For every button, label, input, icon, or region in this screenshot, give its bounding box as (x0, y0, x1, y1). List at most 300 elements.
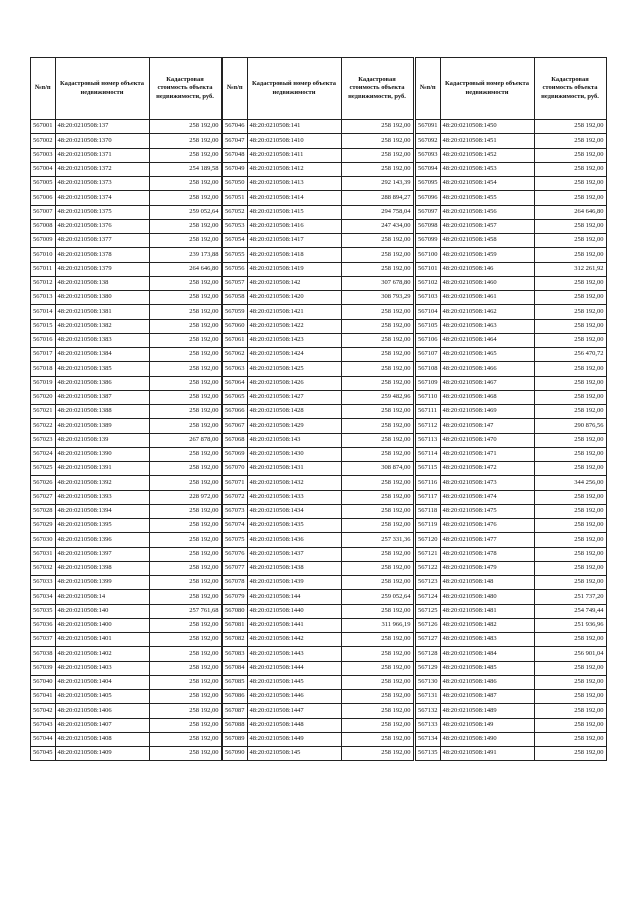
cadastral-number: 48:20:0210508:1482 (440, 618, 534, 632)
cadastral-number: 48:20:0210508:1461 (440, 291, 534, 305)
header-cadastral: Кадастровый номер объекта недвижимости (440, 58, 534, 120)
row-number: 567004 (31, 162, 56, 176)
cadastral-value: 258 192,00 (534, 319, 606, 333)
cadastral-number: 48:20:0210508:1425 (247, 362, 341, 376)
cadastral-value: 258 192,00 (341, 747, 413, 761)
table-row (223, 447, 414, 461)
cadastral-number: 48:20:0210508:1444 (247, 661, 341, 675)
cadastral-value: 258 192,00 (149, 618, 221, 632)
cadastral-value: 258 192,00 (341, 348, 413, 362)
cadastral-number: 48:20:0210508:1432 (247, 476, 341, 490)
cadastral-value: 308 874,00 (341, 462, 413, 476)
table-row (416, 661, 607, 675)
cadastral-number: 48:20:0210508:1443 (247, 647, 341, 661)
row-number: 567058 (223, 291, 248, 305)
row-number: 567121 (416, 547, 441, 561)
table-row (31, 661, 222, 675)
cadastral-number: 48:20:0210508:1475 (440, 504, 534, 518)
cadastral-number: 48:20:0210508:149 (440, 718, 534, 732)
cadastral-table-1 (30, 57, 222, 761)
cadastral-number: 48:20:0210508:1440 (247, 604, 341, 618)
row-number: 567102 (416, 276, 441, 290)
row-number: 567011 (31, 262, 56, 276)
row-number: 567044 (31, 732, 56, 746)
table-row (223, 248, 414, 262)
cadastral-value: 258 192,00 (149, 319, 221, 333)
row-number: 567008 (31, 219, 56, 233)
cadastral-value: 258 192,00 (341, 447, 413, 461)
cadastral-number: 48:20:0210508:1433 (247, 490, 341, 504)
cadastral-number: 48:20:0210508:1437 (247, 547, 341, 561)
row-number: 567003 (31, 148, 56, 162)
cadastral-number: 48:20:0210508:1383 (55, 333, 149, 347)
row-number: 567013 (31, 291, 56, 305)
row-number: 567074 (223, 519, 248, 533)
table-row (31, 191, 222, 205)
cadastral-value: 258 192,00 (149, 419, 221, 433)
row-number: 567108 (416, 362, 441, 376)
cadastral-number: 48:20:0210508:1380 (55, 291, 149, 305)
cadastral-number: 48:20:0210508:1466 (440, 362, 534, 376)
table-row (223, 704, 414, 718)
table-header-row (223, 58, 414, 120)
table-row (223, 547, 414, 561)
cadastral-number: 48:20:0210508:1382 (55, 319, 149, 333)
header-cadastral: Кадастровый номер объекта недвижимости (247, 58, 341, 120)
cadastral-number: 48:20:0210508:1446 (247, 690, 341, 704)
cadastral-number: 48:20:0210508:1457 (440, 219, 534, 233)
cadastral-number: 48:20:0210508:1424 (247, 348, 341, 362)
table-row (31, 405, 222, 419)
table-row (31, 120, 222, 134)
cadastral-value: 258 192,00 (534, 533, 606, 547)
table-row (416, 647, 607, 661)
table-row (223, 305, 414, 319)
row-number: 567115 (416, 462, 441, 476)
row-number: 567006 (31, 191, 56, 205)
cadastral-number: 48:20:0210508:1396 (55, 533, 149, 547)
cadastral-value: 259 482,96 (341, 390, 413, 404)
table-row (223, 234, 414, 248)
cadastral-number: 48:20:0210508:1391 (55, 462, 149, 476)
row-number: 567113 (416, 433, 441, 447)
cadastral-number: 48:20:0210508:1410 (247, 134, 341, 148)
table-row (223, 533, 414, 547)
row-number: 567111 (416, 405, 441, 419)
table-row (223, 618, 414, 632)
row-number: 567061 (223, 333, 248, 347)
row-number: 567073 (223, 504, 248, 518)
row-number: 567077 (223, 561, 248, 575)
cadastral-value: 258 192,00 (149, 447, 221, 461)
table-row (223, 162, 414, 176)
table-row (416, 262, 607, 276)
cadastral-number: 48:20:0210508:1480 (440, 590, 534, 604)
table-row (31, 519, 222, 533)
table-row (223, 747, 414, 761)
cadastral-value: 258 192,00 (149, 732, 221, 746)
cadastral-number: 48:20:0210508:1422 (247, 319, 341, 333)
row-number: 567066 (223, 405, 248, 419)
cadastral-value: 258 192,00 (534, 504, 606, 518)
table-row (223, 433, 414, 447)
cadastral-number: 48:20:0210508:1474 (440, 490, 534, 504)
cadastral-value: 251 936,96 (534, 618, 606, 632)
cadastral-value: 258 192,00 (341, 362, 413, 376)
cadastral-number: 48:20:0210508:1402 (55, 647, 149, 661)
cadastral-value: 258 192,00 (341, 690, 413, 704)
row-number: 567134 (416, 732, 441, 746)
table-body (416, 120, 607, 761)
row-number: 567092 (416, 134, 441, 148)
row-number: 567049 (223, 162, 248, 176)
cadastral-value: 258 192,00 (534, 405, 606, 419)
row-number: 567038 (31, 647, 56, 661)
cadastral-value: 258 192,00 (534, 390, 606, 404)
cadastral-value: 258 192,00 (534, 561, 606, 575)
cadastral-number: 48:20:0210508:144 (247, 590, 341, 604)
table-row (223, 348, 414, 362)
cadastral-value: 258 192,00 (149, 191, 221, 205)
row-number: 567057 (223, 276, 248, 290)
cadastral-number: 48:20:0210508:1386 (55, 376, 149, 390)
table-row (223, 590, 414, 604)
table-row (416, 291, 607, 305)
row-number: 567035 (31, 604, 56, 618)
cadastral-number: 48:20:0210508:1473 (440, 476, 534, 490)
row-number: 567089 (223, 732, 248, 746)
cadastral-number: 48:20:0210508:1483 (440, 633, 534, 647)
cadastral-number: 48:20:0210508:1388 (55, 405, 149, 419)
table-row (31, 276, 222, 290)
cadastral-number: 48:20:0210508:1387 (55, 390, 149, 404)
row-number: 567114 (416, 447, 441, 461)
table-row (223, 647, 414, 661)
row-number: 567131 (416, 690, 441, 704)
row-number: 567079 (223, 590, 248, 604)
row-number: 567133 (416, 718, 441, 732)
row-number: 567063 (223, 362, 248, 376)
cadastral-number: 48:20:0210508:1418 (247, 248, 341, 262)
cadastral-number: 48:20:0210508:1476 (440, 519, 534, 533)
row-number: 567050 (223, 177, 248, 191)
cadastral-value: 258 192,00 (341, 419, 413, 433)
table-row (223, 576, 414, 590)
cadastral-value: 258 192,00 (149, 519, 221, 533)
cadastral-number: 48:20:0210508:1441 (247, 618, 341, 632)
table-row (416, 718, 607, 732)
row-number: 567091 (416, 120, 441, 134)
row-number: 567076 (223, 547, 248, 561)
row-number: 567031 (31, 547, 56, 561)
cadastral-value: 258 192,00 (149, 134, 221, 148)
table-row (416, 134, 607, 148)
table-row (416, 319, 607, 333)
table-row (223, 462, 414, 476)
table-row (416, 376, 607, 390)
cadastral-value: 344 256,00 (534, 476, 606, 490)
table-row (223, 319, 414, 333)
cadastral-number: 48:20:0210508:1407 (55, 718, 149, 732)
cadastral-number: 48:20:0210508:1417 (247, 234, 341, 248)
table-row (223, 690, 414, 704)
table-row (223, 561, 414, 575)
cadastral-number: 48:20:0210508:1423 (247, 333, 341, 347)
row-number: 567045 (31, 747, 56, 761)
row-number: 567042 (31, 704, 56, 718)
table-row (223, 205, 414, 219)
cadastral-number: 48:20:0210508:1484 (440, 647, 534, 661)
row-number: 567064 (223, 376, 248, 390)
row-number: 567097 (416, 205, 441, 219)
cadastral-value: 258 192,00 (534, 704, 606, 718)
row-number: 567084 (223, 661, 248, 675)
row-number: 567043 (31, 718, 56, 732)
cadastral-number: 48:20:0210508:1399 (55, 576, 149, 590)
cadastral-number: 48:20:0210508:1469 (440, 405, 534, 419)
cadastral-table-3 (415, 57, 607, 761)
cadastral-number: 48:20:0210508:1389 (55, 419, 149, 433)
cadastral-value: 228 972,00 (149, 490, 221, 504)
table-row (31, 262, 222, 276)
row-number: 567046 (223, 120, 248, 134)
cadastral-number: 48:20:0210508:1372 (55, 162, 149, 176)
row-number: 567132 (416, 704, 441, 718)
cadastral-value: 258 192,00 (149, 590, 221, 604)
cadastral-value: 258 192,00 (534, 490, 606, 504)
cadastral-number: 48:20:0210508:1487 (440, 690, 534, 704)
cadastral-number: 48:20:0210508:1394 (55, 504, 149, 518)
cadastral-number: 48:20:0210508:1379 (55, 262, 149, 276)
cadastral-number: 48:20:0210508:1454 (440, 177, 534, 191)
row-number: 567036 (31, 618, 56, 632)
table-row (223, 675, 414, 689)
table-row (416, 177, 607, 191)
row-number: 567029 (31, 519, 56, 533)
cadastral-value: 258 192,00 (149, 533, 221, 547)
table-row (31, 291, 222, 305)
cadastral-number: 48:20:0210508:1400 (55, 618, 149, 632)
cadastral-value: 258 192,00 (341, 162, 413, 176)
table-row (416, 462, 607, 476)
cadastral-value: 258 192,00 (341, 490, 413, 504)
cadastral-number: 48:20:0210508:1478 (440, 547, 534, 561)
row-number: 567072 (223, 490, 248, 504)
cadastral-value: 258 192,00 (341, 576, 413, 590)
row-number: 567016 (31, 333, 56, 347)
cadastral-value: 258 192,00 (341, 305, 413, 319)
cadastral-value: 258 192,00 (341, 704, 413, 718)
cadastral-number: 48:20:0210508:1470 (440, 433, 534, 447)
cadastral-number: 48:20:0210508:1436 (247, 533, 341, 547)
table-row (223, 633, 414, 647)
table-row (416, 191, 607, 205)
cadastral-value: 258 192,00 (341, 661, 413, 675)
row-number: 567109 (416, 376, 441, 390)
cadastral-number: 48:20:0210508:142 (247, 276, 341, 290)
table-row (416, 248, 607, 262)
row-number: 567120 (416, 533, 441, 547)
row-number: 567040 (31, 675, 56, 689)
row-number: 567055 (223, 248, 248, 262)
row-number: 567116 (416, 476, 441, 490)
table-row (31, 433, 222, 447)
row-number: 567027 (31, 490, 56, 504)
table-row (31, 376, 222, 390)
cadastral-value: 312 261,92 (534, 262, 606, 276)
cadastral-value: 258 192,00 (149, 504, 221, 518)
cadastral-value: 258 192,00 (149, 177, 221, 191)
cadastral-value: 258 192,00 (149, 547, 221, 561)
cadastral-value: 258 192,00 (149, 348, 221, 362)
cadastral-number: 48:20:0210508:1426 (247, 376, 341, 390)
row-number: 567129 (416, 661, 441, 675)
row-number: 567094 (416, 162, 441, 176)
cadastral-value: 258 192,00 (341, 248, 413, 262)
cadastral-value: 258 192,00 (534, 362, 606, 376)
table-row (416, 333, 607, 347)
row-number: 567037 (31, 633, 56, 647)
cadastral-value: 258 192,00 (149, 333, 221, 347)
table-row (223, 191, 414, 205)
table-row (223, 604, 414, 618)
cadastral-value: 256 901,04 (534, 647, 606, 661)
table-header-row (416, 58, 607, 120)
table-row (31, 504, 222, 518)
row-number: 567127 (416, 633, 441, 647)
cadastral-number: 48:20:0210508:1438 (247, 561, 341, 575)
table-row (31, 162, 222, 176)
cadastral-number: 48:20:0210508:1462 (440, 305, 534, 319)
cadastral-value: 258 192,00 (341, 234, 413, 248)
cadastral-number: 48:20:0210508:1392 (55, 476, 149, 490)
table-row (31, 718, 222, 732)
row-number: 567112 (416, 419, 441, 433)
row-number: 567123 (416, 576, 441, 590)
cadastral-value: 258 192,00 (341, 633, 413, 647)
table-body (223, 120, 414, 761)
cadastral-number: 48:20:0210508:1456 (440, 205, 534, 219)
cadastral-number: 48:20:0210508:1451 (440, 134, 534, 148)
table-row (416, 476, 607, 490)
table-row (31, 248, 222, 262)
table-row (223, 177, 414, 191)
row-number: 567086 (223, 690, 248, 704)
table-row (416, 747, 607, 761)
table-row (31, 561, 222, 575)
cadastral-number: 48:20:0210508:1374 (55, 191, 149, 205)
table-row (416, 120, 607, 134)
row-number: 567105 (416, 319, 441, 333)
cadastral-number: 48:20:0210508:1439 (247, 576, 341, 590)
cadastral-number: 48:20:0210508:1467 (440, 376, 534, 390)
header-num: №п/п (31, 58, 56, 120)
cadastral-number: 48:20:0210508:1486 (440, 675, 534, 689)
cadastral-value: 258 192,00 (341, 647, 413, 661)
cadastral-number: 48:20:0210508:1398 (55, 561, 149, 575)
row-number: 567096 (416, 191, 441, 205)
cadastral-number: 48:20:0210508:1414 (247, 191, 341, 205)
table-row (223, 490, 414, 504)
row-number: 567071 (223, 476, 248, 490)
row-number: 567032 (31, 561, 56, 575)
cadastral-value: 258 192,00 (149, 405, 221, 419)
cadastral-number: 48:20:0210508:1468 (440, 390, 534, 404)
cadastral-number: 48:20:0210508:145 (247, 747, 341, 761)
table-row (31, 419, 222, 433)
cadastral-value: 258 192,00 (149, 633, 221, 647)
cadastral-number: 48:20:0210508:1412 (247, 162, 341, 176)
table-row (416, 276, 607, 290)
cadastral-number: 48:20:0210508:1401 (55, 633, 149, 647)
cadastral-value: 258 192,00 (149, 675, 221, 689)
cadastral-value: 258 192,00 (149, 476, 221, 490)
table-row (416, 205, 607, 219)
cadastral-number: 48:20:0210508:1409 (55, 747, 149, 761)
row-number: 567095 (416, 177, 441, 191)
cadastral-number: 48:20:0210508:1481 (440, 604, 534, 618)
row-number: 567019 (31, 376, 56, 390)
cadastral-number: 48:20:0210508:1434 (247, 504, 341, 518)
table-row (31, 234, 222, 248)
cadastral-number: 48:20:0210508:1428 (247, 405, 341, 419)
row-number: 567110 (416, 390, 441, 404)
header-value: Кадастровая стоимость объекта недвижимости, руб. (149, 58, 221, 120)
cadastral-number: 48:20:0210508:1397 (55, 547, 149, 561)
table-row (31, 362, 222, 376)
cadastral-value: 258 192,00 (149, 561, 221, 575)
table-row (31, 604, 222, 618)
cadastral-value: 258 192,00 (341, 134, 413, 148)
row-number: 567012 (31, 276, 56, 290)
cadastral-value: 258 192,00 (149, 462, 221, 476)
cadastral-value: 258 192,00 (341, 148, 413, 162)
table-row (31, 177, 222, 191)
table-row (416, 732, 607, 746)
cadastral-value: 258 192,00 (341, 504, 413, 518)
table-header-row (31, 58, 222, 120)
cadastral-value: 264 646,80 (149, 262, 221, 276)
row-number: 567093 (416, 148, 441, 162)
cadastral-number: 48:20:0210508:139 (55, 433, 149, 447)
row-number: 567078 (223, 576, 248, 590)
row-number: 567126 (416, 618, 441, 632)
row-number: 567028 (31, 504, 56, 518)
row-number: 567009 (31, 234, 56, 248)
cadastral-value: 239 173,88 (149, 248, 221, 262)
table-row (416, 348, 607, 362)
cadastral-value: 257 331,36 (341, 533, 413, 547)
cadastral-value: 258 192,00 (341, 604, 413, 618)
cadastral-number: 48:20:0210508:1393 (55, 490, 149, 504)
row-number: 567025 (31, 462, 56, 476)
cadastral-value: 290 876,56 (534, 419, 606, 433)
cadastral-number: 48:20:0210508:1452 (440, 148, 534, 162)
table-row (31, 148, 222, 162)
table-row (31, 390, 222, 404)
row-number: 567054 (223, 234, 248, 248)
cadastral-number: 48:20:0210508:1431 (247, 462, 341, 476)
row-number: 567052 (223, 205, 248, 219)
cadastral-number: 48:20:0210508:1445 (247, 675, 341, 689)
table-row (223, 276, 414, 290)
cadastral-value: 264 646,80 (534, 205, 606, 219)
row-number: 567017 (31, 348, 56, 362)
cadastral-number: 48:20:0210508:1385 (55, 362, 149, 376)
cadastral-value: 258 192,00 (534, 305, 606, 319)
cadastral-value: 258 192,00 (534, 732, 606, 746)
cadastral-number: 48:20:0210508:1403 (55, 661, 149, 675)
